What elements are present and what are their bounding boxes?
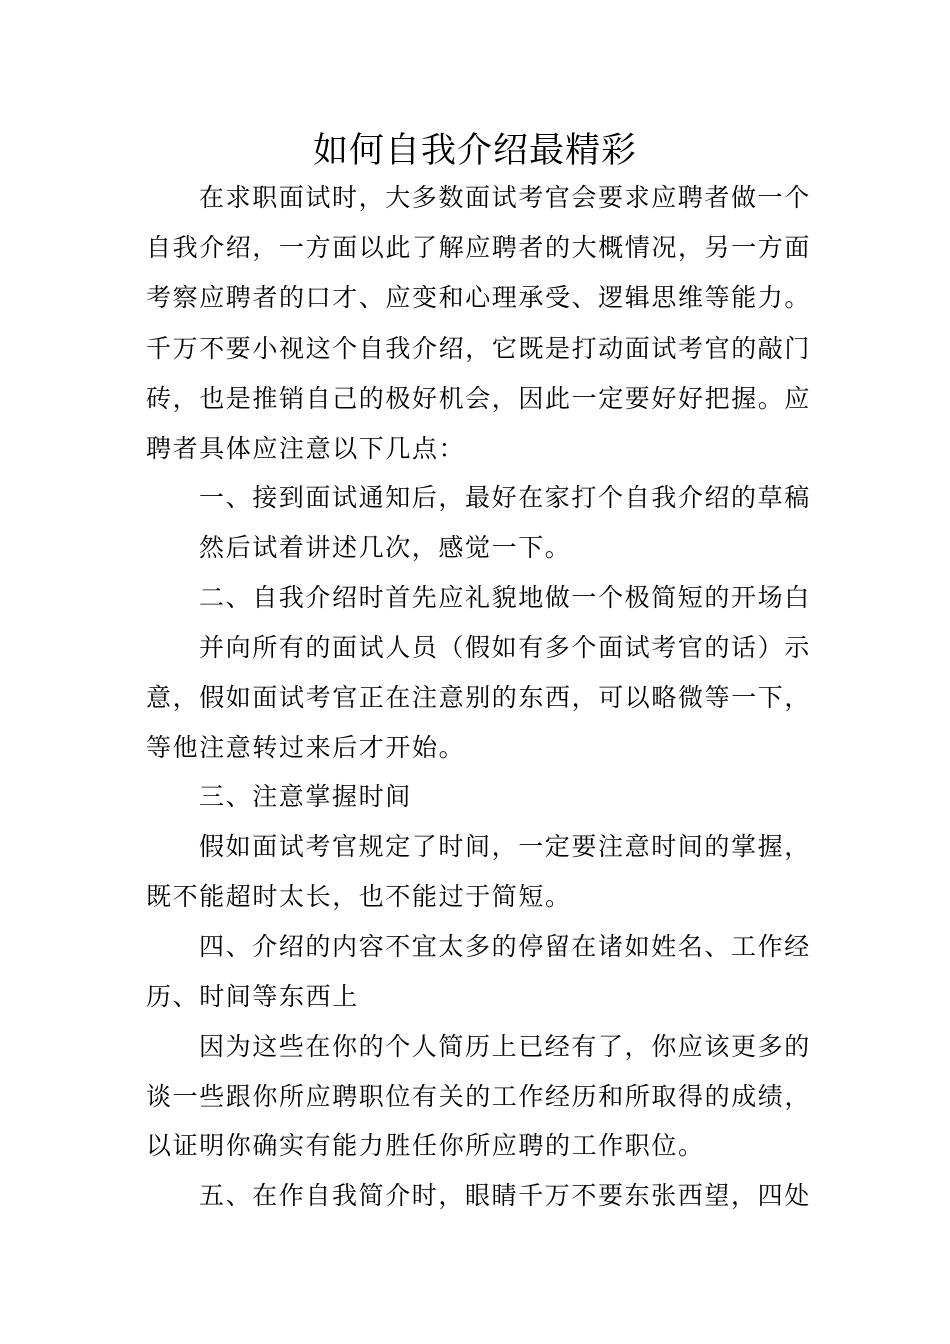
paragraph-line: 聘者具体应注意以下几点：: [146, 434, 466, 463]
paragraph-line: 既不能超时太长，也不能过于简短。: [146, 882, 572, 911]
paragraph-line: 砖，也是推销自己的极好机会，因此一定要好好把握。应: [146, 384, 812, 413]
paragraph-line: 因为这些在你的个人简历上已经有了，你应该更多的: [199, 1032, 811, 1061]
paragraph-line: 以证明你确实有能力胜任你所应聘的工作职位。: [146, 1131, 705, 1160]
list-item-heading: 四、介绍的内容不宜太多的停留在诸如姓名、工作经: [199, 932, 811, 961]
list-item-heading-cont: 历、时间等东西上: [146, 982, 359, 1011]
paragraph-line: 并向所有的面试人员（假如有多个面试考官的话）示: [199, 633, 811, 662]
paragraph-line: 千万不要小视这个自我介绍，它既是打动面试考官的敲门: [146, 334, 812, 363]
paragraph-line: 谈一些跟你所应聘职位有关的工作经历和所取得的成绩，: [146, 1082, 812, 1111]
paragraph-line: 自我介绍，一方面以此了解应聘者的大概情况，另一方面: [146, 233, 812, 262]
list-item-heading: 五、在作自我简介时，眼睛千万不要东张西望，四处: [199, 1181, 811, 1210]
paragraph-line: 假如面试考官规定了时间，一定要注意时间的掌握，: [199, 832, 811, 861]
paragraph-line: 意，假如面试考官正在注意别的东西，可以略微等一下，: [146, 683, 812, 712]
list-item-heading: 一、接到面试通知后，最好在家打个自我介绍的草稿: [199, 483, 811, 512]
paragraph-line: 在求职面试时，大多数面试考官会要求应聘者做一个: [199, 183, 811, 212]
paragraph-line: 考察应聘者的口才、应变和心理承受、逻辑思维等能力。: [146, 283, 812, 312]
paragraph-line: 然后试着讲述几次，感觉一下。: [199, 533, 572, 562]
list-item-heading: 二、自我介绍时首先应礼貌地做一个极简短的开场白: [199, 583, 811, 612]
paragraph-line: 等他注意转过来后才开始。: [146, 733, 466, 762]
page-title: 如何自我介绍最精彩: [312, 131, 637, 171]
list-item-heading: 三、注意掌握时间: [199, 782, 412, 811]
